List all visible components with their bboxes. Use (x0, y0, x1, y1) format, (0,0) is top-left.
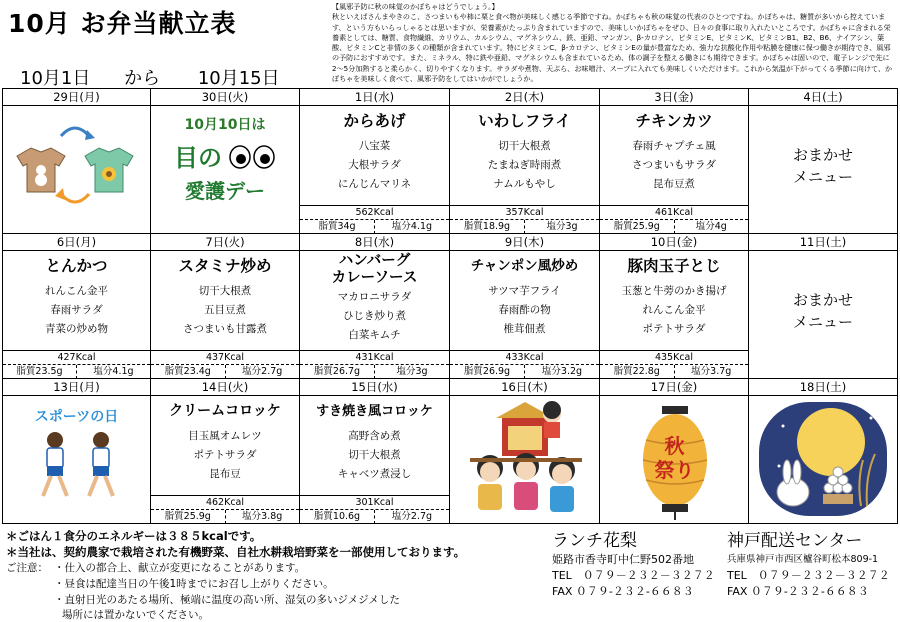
side-dish: れんこん金平 (642, 304, 706, 316)
day-cell (3, 234, 151, 379)
side-dish: ナムルもやし (493, 178, 556, 190)
fat-value: 脂質25.9g (600, 220, 675, 234)
nutrition (450, 350, 599, 378)
fat-value: 脂質26.9g (450, 365, 525, 379)
nutrition (450, 205, 599, 233)
eye-care-day-illustration (151, 106, 299, 204)
side-dishes (151, 427, 299, 484)
day-header: 30日(火) (151, 89, 299, 106)
nutrition (300, 205, 449, 233)
side-dish: 五目豆煮 (204, 304, 246, 316)
eye-care-line1: 10月10日は (184, 117, 266, 133)
day-header: 6日(月) (3, 234, 150, 251)
day-cell (300, 234, 450, 379)
center-fax: FAX ０７９-２３２-６６８３ (727, 585, 869, 598)
fat-value: 脂質25.9g (151, 510, 226, 523)
nutrition (3, 350, 150, 378)
calorie-value: 462Kcal (151, 495, 299, 510)
side-dish: 春雨サラダ (50, 304, 103, 316)
sports-day-illustration (3, 396, 150, 510)
day-cell (450, 89, 600, 234)
caution-item: ・直射日光のあたる場所、極端に温度の高い所、湿気の多いジメジメした (54, 594, 400, 606)
side-dishes (300, 137, 449, 194)
side-dishes (450, 282, 599, 339)
salt-value: 塩分3.8g (242, 511, 283, 522)
date-range-to: 10月15日 (197, 68, 280, 89)
week-row-1 (3, 89, 897, 234)
side-dish: さつまいもサラダ (632, 159, 716, 171)
side-dishes (300, 427, 449, 484)
chef-choice-menu (749, 289, 897, 333)
calorie-value: 431Kcal (300, 350, 449, 365)
day-cell (749, 379, 897, 523)
side-dish: 玉葱と牛蒡のかき揚げ (621, 285, 727, 297)
day-header: 13日(月) (3, 379, 150, 396)
salt-value: 塩分3g (396, 366, 428, 377)
day-header: 15日(水) (300, 379, 449, 396)
side-dish: ポテトサラダ (642, 323, 706, 335)
day-cell (749, 234, 897, 379)
side-dish: キャベツ煮浸し (337, 468, 412, 480)
omakase-line: メニュー (792, 313, 853, 331)
side-dishes (3, 282, 150, 339)
side-dishes (300, 288, 449, 345)
eye-care-line3: 愛護デー (185, 179, 265, 203)
day-cell (600, 89, 749, 234)
menu-table (2, 88, 898, 524)
fat-value: 脂質23.4g (151, 365, 226, 379)
notice-heading: 【風邪予防に秋の味覚のかぼちゃはどうでしょう。】 (332, 2, 499, 11)
side-dish: ポテトサラダ (193, 449, 257, 461)
week-row-3 (3, 379, 897, 523)
day-cell (3, 89, 151, 234)
side-dishes (450, 137, 599, 194)
wardrobe-change-illustration (3, 106, 151, 226)
calorie-value: 427Kcal (3, 350, 150, 365)
main-dish: とんかつ (45, 257, 108, 275)
side-dish: 白菜キムチ (348, 329, 401, 341)
center-address: 兵庫県神戸市西区櫨谷町松本809-1 (727, 554, 879, 565)
salt-value: 塩分4.1g (391, 221, 433, 232)
omakase-line: おまかせ (792, 146, 853, 164)
day-cell (300, 89, 450, 234)
salt-value: 塩分4g (695, 221, 727, 232)
shop-address: 姫路市香寺町中仁野502番地 (552, 553, 694, 566)
festival-children-illustration (450, 396, 600, 522)
fat-value: 脂質10.6g (300, 510, 375, 523)
caution-item: ・昼食は配達当日の午後1時までにお召し上がりください。 (54, 578, 334, 590)
day-cell (600, 234, 749, 379)
main-dish: いわしフライ (478, 112, 571, 130)
day-header: 14日(火) (151, 379, 299, 396)
side-dish: 大根サラダ (348, 159, 401, 171)
main-dish-line: ハンバーグ (338, 253, 411, 269)
day-cell (749, 89, 897, 234)
day-header: 11日(土) (749, 234, 897, 251)
day-header: 2日(木) (450, 89, 599, 106)
day-cell (151, 234, 300, 379)
side-dish: 高野含め煮 (348, 430, 401, 442)
eye-care-line2: 目の (174, 144, 222, 172)
side-dish: 春雨酢の物 (498, 304, 551, 316)
shop-info (552, 530, 715, 600)
organic-vegetables-note: ＊当社は、契約農家で栽培された有機野菜、自社水耕栽培野菜を一部使用しております。 (6, 545, 466, 559)
fat-value: 脂質23.5g (3, 365, 77, 379)
day-cell (151, 379, 300, 523)
shop-tel: TEL ０７９－２３２－３２７２ (552, 569, 715, 582)
main-dish: スタミナ炒め (178, 257, 272, 275)
delivery-center-info (727, 530, 890, 600)
lantern-text: 秋 (664, 434, 685, 458)
calorie-value: 435Kcal (600, 350, 748, 365)
footer (0, 524, 900, 620)
day-cell (450, 234, 600, 379)
nutrition (300, 495, 449, 523)
day-header: 8日(水) (300, 234, 449, 251)
date-range-separator: から (124, 68, 161, 89)
salt-value: 塩分3.7g (691, 366, 732, 377)
fat-value: 脂質26.7g (300, 365, 375, 379)
page-title: 10月 お弁当献立表 (8, 9, 237, 38)
main-dish: チャンポン風炒め (470, 258, 579, 274)
salt-value: 塩分3.2g (541, 366, 583, 377)
nutrition (600, 350, 748, 378)
day-cell (3, 379, 151, 523)
notice-body: 秋といえばさんまやきのこ、さつまいもや柿に栗と食べ物が美味しく感じる季節ですね。かぼちゃも秋の味覚の代表のひとつですね。かぼちゃは、糖質が多いから控えています、という方もいらっしゃるとは思いますが、栄養素がたっぷり含まれていますので、美味しいかぼちゃをぜひ、日々の食事に取り入れたいところです。かぼちゃに含まれる栄養素としては、糖質、食物繊維、カリウム、カルシウム、マグネシウム、鉄、亜鉛、マンガン、β-カロテン、ビタミンE、ビタミンK、ビタミンB1、B2、B6、ナイアシン、葉酸、ビタミンCと非情の多くの種類が含まれています。特にビタミンC、β-カロテン、ビタミンEの量が豊富なため、強力な抗酸化作用や粘膜を健康に保つ働きが期待でき、風邪の予防におすすめです。また、ミネラル、特に鉄や亜鉛、マグネシウムも含まれているため、体の調子を整える働きにも期待できます。かぼちゃは固いので、電子レンジで先に2〜5分加熱すると柔らかく、切りやすくなります。サラダや煮物、天ぷら、お味噌汁、スープに入れても美味しくいただけます。これから気温が下がってくる季節に向けて、かぼちゃを美味しく食べて、風邪予防をしてはいかがでしょうか。 (332, 12, 893, 84)
side-dish: 青菜の炒め物 (45, 323, 108, 335)
fat-value: 脂質22.8g (600, 365, 675, 379)
side-dish: 椎茸佃煮 (503, 323, 546, 335)
center-tel: TEL ０７９－２３２－３２７２ (727, 569, 890, 582)
fat-value: 脂質34g (300, 220, 375, 234)
shop-name: ランチ花梨 (552, 531, 637, 551)
day-header: 18日(土) (749, 379, 897, 396)
day-cell (450, 379, 600, 523)
day-header: 3日(金) (600, 89, 748, 106)
omakase-line: メニュー (792, 168, 853, 186)
date-range (20, 64, 280, 90)
day-header: 7日(火) (151, 234, 299, 251)
nutrition (600, 205, 748, 233)
salt-value: 塩分2.7g (242, 366, 283, 377)
calorie-value: 357Kcal (450, 205, 599, 220)
week-row-2 (3, 234, 897, 379)
autumn-festival-lantern-illustration (600, 396, 749, 522)
shop-fax: FAX ０７９-２３２-６６８３ (552, 585, 694, 598)
calorie-value: 437Kcal (151, 350, 299, 365)
side-dish: たまねぎ時雨煮 (487, 159, 562, 171)
day-header: 9日(木) (450, 234, 599, 251)
rice-energy-note: ＊ごはん１食分のエネルギーは３８５kcalです。 (6, 529, 262, 543)
moon-viewing-illustration (749, 396, 897, 522)
nutrition (151, 495, 299, 523)
day-header: 4日(土) (749, 89, 897, 106)
side-dishes (151, 282, 299, 339)
caution-label: ご注意： (6, 562, 48, 574)
health-notice (332, 2, 896, 84)
side-dish: 切干大根煮 (498, 140, 551, 152)
main-dish: すき焼き風コロッケ (316, 404, 433, 419)
fat-value: 脂質18.9g (450, 220, 525, 234)
main-dish (300, 253, 449, 287)
side-dish: マカロニサラダ (337, 291, 412, 303)
calorie-value: 301Kcal (300, 495, 449, 510)
side-dish: さつまいも甘露煮 (183, 323, 267, 335)
day-cell (151, 89, 300, 234)
side-dish: 八宝菜 (358, 140, 391, 152)
side-dish: 昆布豆 (209, 468, 241, 480)
calorie-value: 433Kcal (450, 350, 599, 365)
chef-choice-menu (749, 144, 897, 188)
day-cell (300, 379, 450, 523)
side-dishes (600, 282, 748, 339)
eyes-icon (228, 143, 276, 169)
calorie-value: 461Kcal (600, 205, 748, 220)
side-dish: 切干大根煮 (348, 449, 401, 461)
salt-value: 塩分2.7g (391, 511, 433, 522)
side-dish: れんこん金平 (45, 285, 108, 297)
date-range-from: 10月1日 (20, 68, 91, 89)
day-header: 1日(水) (300, 89, 449, 106)
caution-item: ・仕入の都合上、献立が変更になることがあります。 (54, 562, 306, 574)
center-name: 神戸配送センター (727, 531, 863, 551)
main-dish: チキンカツ (635, 112, 713, 130)
main-dish: クリームコロッケ (169, 403, 281, 419)
side-dishes (600, 137, 748, 194)
day-header: 16日(木) (450, 379, 599, 396)
salt-value: 塩分3g (546, 221, 578, 232)
omakase-line: おまかせ (792, 291, 853, 309)
day-header: 17日(金) (600, 379, 748, 396)
caution-item: 場所には置かないでください。 (62, 609, 209, 621)
side-dish: ひじき炒り煮 (343, 310, 406, 322)
side-dish: にんじんマリネ (337, 178, 412, 190)
lantern-text: 祭り (654, 458, 695, 482)
side-dish: 目玉風オムレツ (188, 430, 262, 442)
nutrition (300, 350, 449, 378)
main-dish-line: カレーソース (331, 270, 418, 286)
main-dish: からあげ (343, 112, 406, 130)
day-header: 29日(月) (3, 89, 150, 106)
sports-day-text: スポーツの日 (34, 409, 119, 425)
nutrition (151, 350, 299, 378)
salt-value: 塩分4.1g (93, 366, 134, 377)
day-header: 10日(金) (600, 234, 748, 251)
side-dish: 春雨チャプチェ風 (632, 140, 716, 152)
side-dish: 昆布豆煮 (653, 178, 695, 190)
main-dish: 豚肉玉子とじ (627, 257, 721, 275)
side-dish: 切干大根煮 (198, 285, 252, 297)
runners-icon (17, 426, 137, 506)
calorie-value: 562Kcal (300, 205, 449, 220)
side-dish: サツマ芋フライ (488, 285, 561, 297)
day-cell (600, 379, 749, 523)
